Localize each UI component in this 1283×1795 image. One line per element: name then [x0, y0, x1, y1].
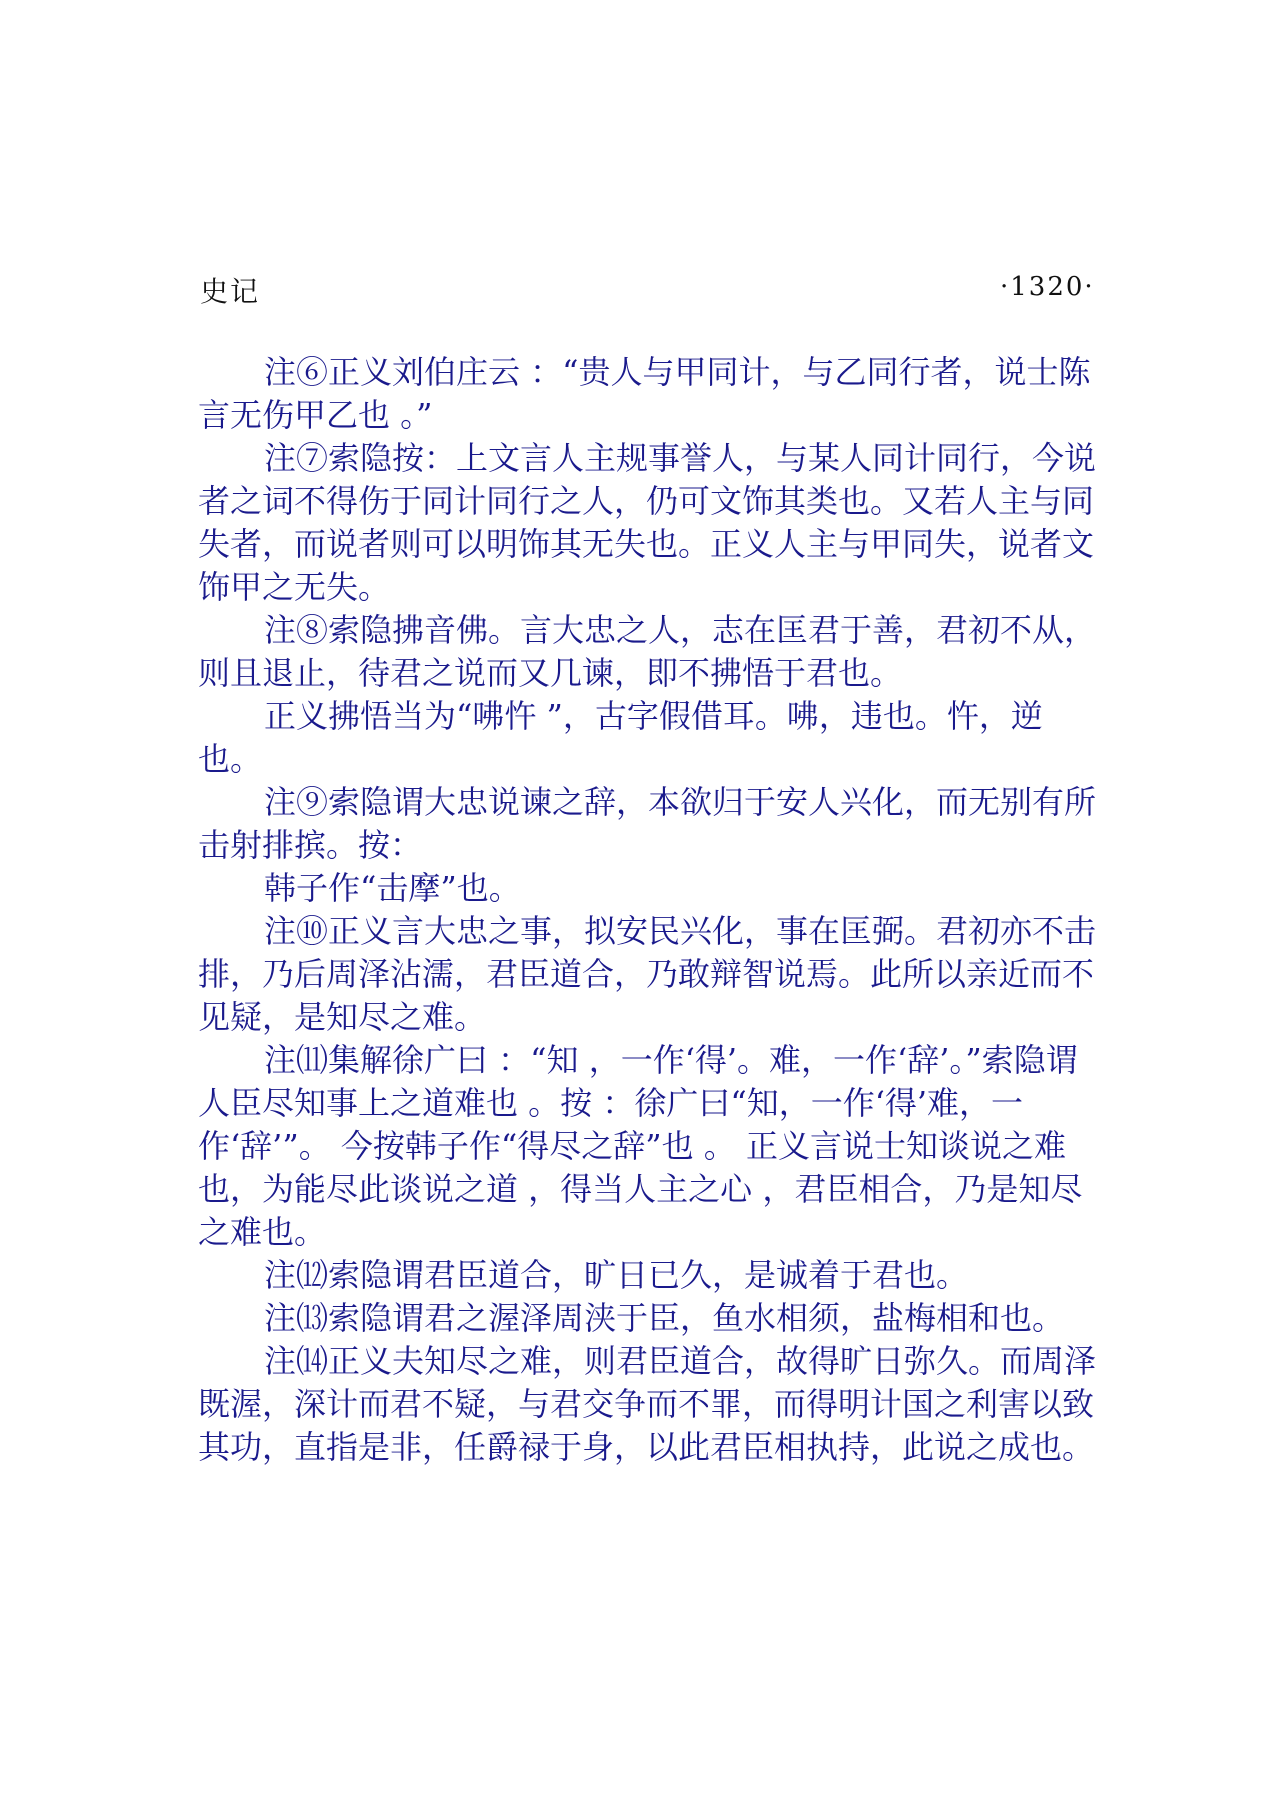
- note-9: 注⑨索隐谓大忠说谏之辞，本欲归于安人兴化，而无别有所击射排摈。按：: [198, 783, 1097, 864]
- note-8: 注⑧索隐拂音佛。言大忠之人，志在匡君于善，君初不从，则且退止，待君之说而又几谏，即不拂悟于君也。: [198, 611, 1097, 692]
- note-9-hanzi: 韩子作“击摩”也。: [264, 869, 521, 907]
- note-6: 注⑥正义刘伯庄云 ：“贵人与甲同计，与乙同行者，说士陈言无伤甲乙也 。”: [198, 353, 1091, 434]
- note-7: 注⑦索隐按：上文言人主规事誉人，与某人同计同行，今说者之词不得伤于同计同行之人，仍可文饰其类也。又若人主与同失者，而说者则可以明饰其无失也。正义人主与甲同失，说者文饰甲之无失。: [198, 439, 1097, 606]
- notes-body: [198, 351, 1098, 1469]
- note-13: 注⒀索隐谓君之渥泽周浃于臣，鱼水相须，盐梅相和也。: [264, 1299, 1065, 1337]
- note-10: 注⑩正义言大忠之事，拟安民兴化，事在匡弼。君初亦不击排，乃后周泽沾濡，君臣道合，乃敢辩智说焉。此所以亲近而不见疑，是知尽之难。: [198, 912, 1097, 1036]
- note-14: 注⒁正义夫知尽之难，则君臣道合，故得旷日弥久。而周泽既渥，深计而君不疑，与君交争而不罪，而得明计国之利害以致其功，直指是非，任爵禄于身，以此君臣相执持，此说之成也。: [198, 1342, 1097, 1466]
- note-8-zhengyi: 正义拂悟当为“咈忤 ”，古字假借耳。咈，违也。忤，逆也。: [198, 697, 1043, 778]
- note-12: 注⑿索隐谓君臣道合，旷日已久，是诚着于君也。: [264, 1256, 969, 1294]
- page-number: ·1320·: [1000, 272, 1095, 302]
- note-11: 注⑾集解徐广曰 ：“知 ，一作‘得’。难，一作‘辞’。”索隐谓人臣尽知事上之道难也 。按 ：徐广曰“知，一作‘得’难，一作‘辞’”。 今按韩子作“得尽之辞”也 。 正义言说士知谈说之难也，为能尽此谈说之道 ，得当人主之心 ，君臣相合，乃是知尽之难也。: [198, 1041, 1083, 1251]
- book-title: 史记: [200, 275, 261, 308]
